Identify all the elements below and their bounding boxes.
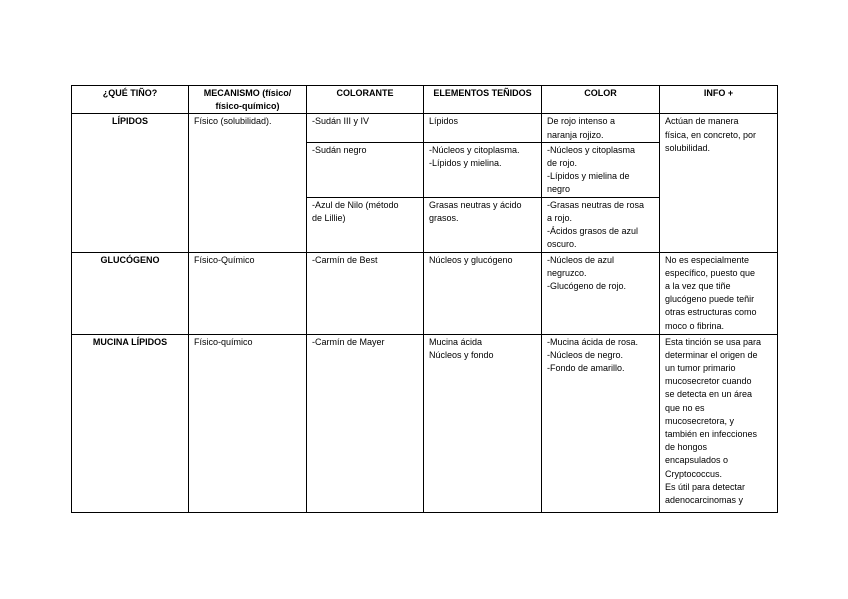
- header-mecanismo: MECANISMO (físico/ físico-químico): [189, 86, 307, 114]
- glucogeno-mechanism: Físico-Químico: [189, 252, 307, 334]
- glucogeno-colorant: -Carmín de Best: [307, 252, 424, 334]
- table-row: [72, 334, 778, 512]
- lipidos-mechanism: Físico (solubilidad).: [189, 114, 307, 252]
- header-que-tino: ¿QUÉ TIÑO?: [72, 86, 189, 114]
- mucina-colorant: -Carmín de Mayer: [307, 334, 424, 512]
- lipidos-colorant-2: -Sudán negro: [307, 142, 424, 197]
- glucogeno-info: No es especialmente específico, puesto que a la vez que tiñe glucógeno puede teñir otras estructuras como moco o fibrina.: [660, 252, 778, 334]
- lipidos-color-1: De rojo intenso a naranja rojizo.: [542, 114, 660, 142]
- row-label-mucina: MUCINA LÍPIDOS: [72, 334, 189, 512]
- header-colorante: COLORANTE: [307, 86, 424, 114]
- row-label-glucogeno: GLUCÓGENO: [72, 252, 189, 334]
- lipidos-colorant-3: -Azul de Nilo (método de Lillie): [307, 197, 424, 252]
- lipidos-info: Actúan de manera física, en concreto, por solubilidad.: [660, 114, 778, 252]
- header-color: COLOR: [542, 86, 660, 114]
- lipidos-elements-3: Grasas neutras y ácido grasos.: [424, 197, 542, 252]
- header-elementos: ELEMENTOS TEÑIDOS: [424, 86, 542, 114]
- glucogeno-color: -Núcleos de azul negruzco. -Glucógeno de rojo.: [542, 252, 660, 334]
- lipidos-colorant-1: -Sudán III y IV: [307, 114, 424, 142]
- lipidos-color-2: -Núcleos y citoplasma de rojo. -Lípidos y mielina de negro: [542, 142, 660, 197]
- table-row: [72, 114, 778, 142]
- mucina-color: -Mucina ácida de rosa. -Núcleos de negro. -Fondo de amarillo.: [542, 334, 660, 512]
- glucogeno-elements: Núcleos y glucógeno: [424, 252, 542, 334]
- header-info: INFO +: [660, 86, 778, 114]
- staining-table: [71, 85, 778, 513]
- mucina-info: Esta tinción se usa para determinar el origen de un tumor primario mucosecretor cuando se detecta en un área que no es mucosecretora, y también en infecciones de hongos encapsulados o Cryptococcus. Es útil para detectar adenocarcinomas y: [660, 334, 778, 512]
- header-row: [72, 86, 778, 114]
- row-label-lipidos: LÍPIDOS: [72, 114, 189, 252]
- lipidos-elements-1: Lípidos: [424, 114, 542, 142]
- table-row: [72, 252, 778, 334]
- lipidos-elements-2: -Núcleos y citoplasma. -Lípidos y mielina.: [424, 142, 542, 197]
- lipidos-color-3: -Grasas neutras de rosa a rojo. -Ácidos grasos de azul oscuro.: [542, 197, 660, 252]
- mucina-mechanism: Físico-químico: [189, 334, 307, 512]
- mucina-elements: Mucina ácida Núcleos y fondo: [424, 334, 542, 512]
